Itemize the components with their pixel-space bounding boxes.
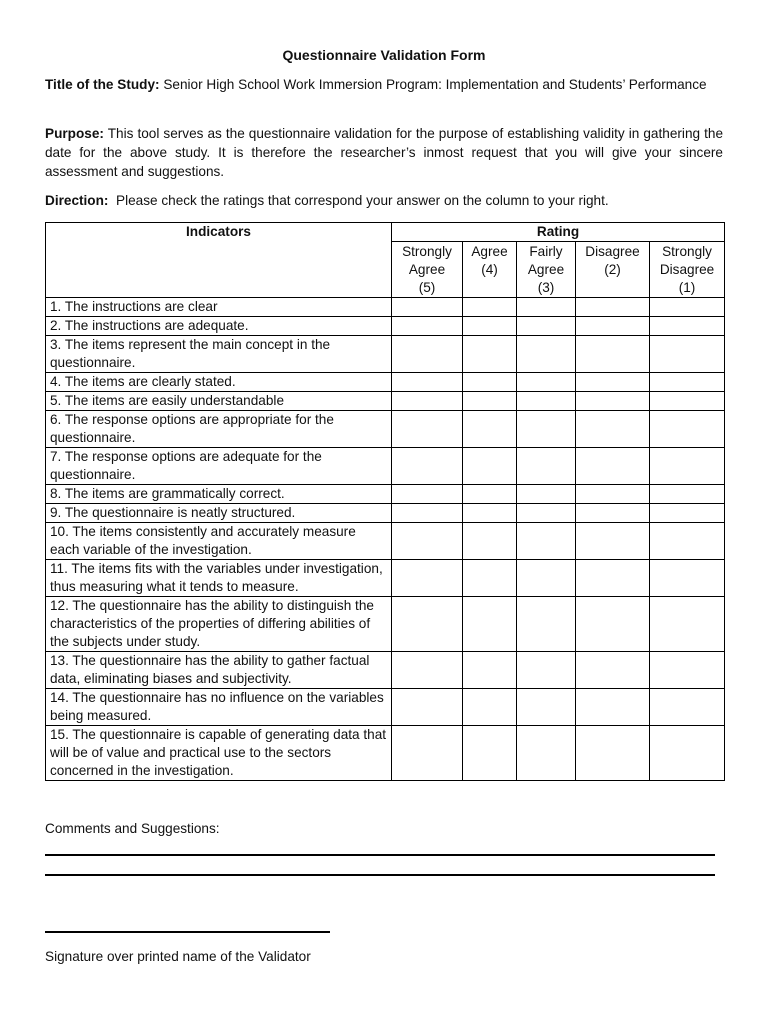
rating-cell[interactable] [463, 560, 517, 597]
signature-line[interactable] [45, 931, 330, 933]
rating-cell[interactable] [463, 485, 517, 504]
rating-cell[interactable] [392, 726, 463, 781]
rating-cell[interactable] [517, 336, 576, 373]
rating-cell[interactable] [576, 726, 650, 781]
table-row [46, 373, 725, 392]
rating-cell[interactable] [517, 392, 576, 411]
rating-header: Rating [392, 223, 725, 242]
rating-cell[interactable] [463, 336, 517, 373]
indicator-6: 6. The response options are appropriate for the questionnaire. [46, 411, 392, 448]
rating-cell[interactable] [650, 560, 725, 597]
table-row [46, 298, 725, 317]
rating-cell[interactable] [576, 373, 650, 392]
indicator-1: 1. The instructions are clear [46, 298, 392, 317]
table-row [46, 448, 725, 485]
table-row [46, 392, 725, 411]
rating-cell[interactable] [463, 448, 517, 485]
rating-cell[interactable] [517, 317, 576, 336]
indicator-14: 14. The questionnaire has no influence on the variables being measured. [46, 689, 392, 726]
rating-cell[interactable] [392, 652, 463, 689]
rating-cell[interactable] [517, 652, 576, 689]
table-row [46, 597, 725, 652]
rating-cell[interactable] [650, 597, 725, 652]
rating-cell[interactable] [576, 485, 650, 504]
indicator-9: 9. The questionnaire is neatly structured. [46, 504, 392, 523]
rating-cell[interactable] [392, 373, 463, 392]
rating-cell[interactable] [650, 504, 725, 523]
rating-cell[interactable] [650, 317, 725, 336]
comments-line-2[interactable] [45, 874, 715, 876]
table-row [46, 411, 725, 448]
study-title-paragraph [45, 75, 723, 94]
rating-cell[interactable] [576, 298, 650, 317]
study-title-label: Title of the Study: [45, 77, 160, 92]
direction-label: Direction: [45, 193, 109, 208]
indicator-12: 12. The questionnaire has the ability to distinguish the characteristics of the properties of differing abilities of the subjects under study. [46, 597, 392, 652]
rating-scale-3: Fairly Agree (3) [517, 242, 576, 298]
rating-cell[interactable] [650, 411, 725, 448]
rating-cell[interactable] [392, 336, 463, 373]
indicator-3: 3. The items represent the main concept in the questionnaire. [46, 336, 392, 373]
table-row [46, 336, 725, 373]
rating-cell[interactable] [576, 336, 650, 373]
indicator-11: 11. The items fits with the variables under investigation, thus measuring what it tends to measure. [46, 560, 392, 597]
rating-cell[interactable] [576, 448, 650, 485]
rating-cell[interactable] [463, 411, 517, 448]
indicator-15: 15. The questionnaire is capable of generating data that will be of value and practical use to the sectors concerned in the investigation. [46, 726, 392, 781]
table-header-row [46, 223, 725, 242]
rating-cell[interactable] [517, 448, 576, 485]
signature-label: Signature over printed name of the Validator [45, 949, 311, 964]
rating-cell[interactable] [576, 652, 650, 689]
rating-cell[interactable] [576, 317, 650, 336]
rating-scale-5: Strongly Agree (5) [392, 242, 463, 298]
rating-cell[interactable] [463, 317, 517, 336]
rating-cell[interactable] [392, 392, 463, 411]
indicator-2: 2. The instructions are adequate. [46, 317, 392, 336]
rating-cell[interactable] [463, 392, 517, 411]
rating-cell[interactable] [517, 597, 576, 652]
direction-paragraph [45, 191, 723, 210]
indicator-7: 7. The response options are adequate for the questionnaire. [46, 448, 392, 485]
purpose-paragraph [45, 124, 723, 181]
rating-cell[interactable] [517, 298, 576, 317]
purpose-text: This tool serves as the questionnaire validation for the purpose of establishing validity in gathering the date for the above study. It is therefore the researcher’s inmost request that you will give your sincere assessment and suggestions. [45, 126, 723, 179]
rating-cell[interactable] [517, 726, 576, 781]
rating-cell[interactable] [576, 504, 650, 523]
rating-cell[interactable] [517, 411, 576, 448]
table-row [46, 726, 725, 781]
table-row [46, 504, 725, 523]
rating-scale-4: Agree (4) [463, 242, 517, 298]
rating-cell[interactable] [392, 411, 463, 448]
rating-cell[interactable] [650, 485, 725, 504]
table-row [46, 652, 725, 689]
rating-cell[interactable] [517, 689, 576, 726]
rating-scale-1: Strongly Disagree (1) [650, 242, 725, 298]
form-title: Questionnaire Validation Form [282, 47, 486, 63]
rating-cell[interactable] [650, 392, 725, 411]
table-row [46, 523, 725, 560]
indicator-5: 5. The items are easily understandable [46, 392, 392, 411]
rating-cell[interactable] [576, 523, 650, 560]
rating-cell[interactable] [650, 652, 725, 689]
purpose-label: Purpose: [45, 126, 104, 141]
rating-cell[interactable] [463, 597, 517, 652]
rating-cell[interactable] [392, 597, 463, 652]
rating-cell[interactable] [576, 411, 650, 448]
table-row [46, 689, 725, 726]
rating-cell[interactable] [650, 448, 725, 485]
indicators-header: Indicators [46, 223, 392, 298]
rating-scale-2: Disagree (2) [576, 242, 650, 298]
rating-cell[interactable] [392, 689, 463, 726]
direction-text: Please check the ratings that correspond your answer on the column to your right. [108, 193, 609, 208]
indicator-10: 10. The items consistently and accurately measure each variable of the investigation. [46, 523, 392, 560]
rating-cell[interactable] [392, 485, 463, 504]
rating-cell[interactable] [650, 523, 725, 560]
rating-cell[interactable] [517, 560, 576, 597]
rating-cell[interactable] [650, 336, 725, 373]
rating-cell[interactable] [576, 560, 650, 597]
comments-label: Comments and Suggestions: [45, 821, 220, 836]
rating-cell[interactable] [650, 298, 725, 317]
indicator-4: 4. The items are clearly stated. [46, 373, 392, 392]
rating-cell[interactable] [576, 597, 650, 652]
rating-cell[interactable] [517, 523, 576, 560]
rating-cell[interactable] [576, 392, 650, 411]
rating-cell[interactable] [650, 689, 725, 726]
indicator-13: 13. The questionnaire has the ability to gather factual data, eliminating biases and subjectivity. [46, 652, 392, 689]
rating-cell[interactable] [463, 373, 517, 392]
rating-cell[interactable] [517, 373, 576, 392]
rating-cell[interactable] [463, 652, 517, 689]
rating-cell[interactable] [392, 448, 463, 485]
rating-cell[interactable] [463, 689, 517, 726]
table-row [46, 485, 725, 504]
table-row [46, 317, 725, 336]
rating-cell[interactable] [392, 317, 463, 336]
rating-cell[interactable] [650, 726, 725, 781]
rating-cell[interactable] [392, 504, 463, 523]
study-title-text: Senior High School Work Immersion Program: Implementation and Students’ Performance [159, 77, 707, 92]
indicator-8: 8. The items are grammatically correct. [46, 485, 392, 504]
rating-cell[interactable] [463, 298, 517, 317]
comments-line-1[interactable] [45, 854, 715, 856]
rating-cell[interactable] [392, 298, 463, 317]
rating-cell[interactable] [463, 726, 517, 781]
rating-cell[interactable] [392, 560, 463, 597]
table-row [46, 560, 725, 597]
rating-table [45, 222, 725, 781]
rating-cell[interactable] [576, 689, 650, 726]
rating-cell[interactable] [463, 523, 517, 560]
rating-cell[interactable] [392, 523, 463, 560]
rating-cell[interactable] [517, 485, 576, 504]
rating-cell[interactable] [517, 504, 576, 523]
rating-cell[interactable] [650, 373, 725, 392]
rating-cell[interactable] [463, 504, 517, 523]
